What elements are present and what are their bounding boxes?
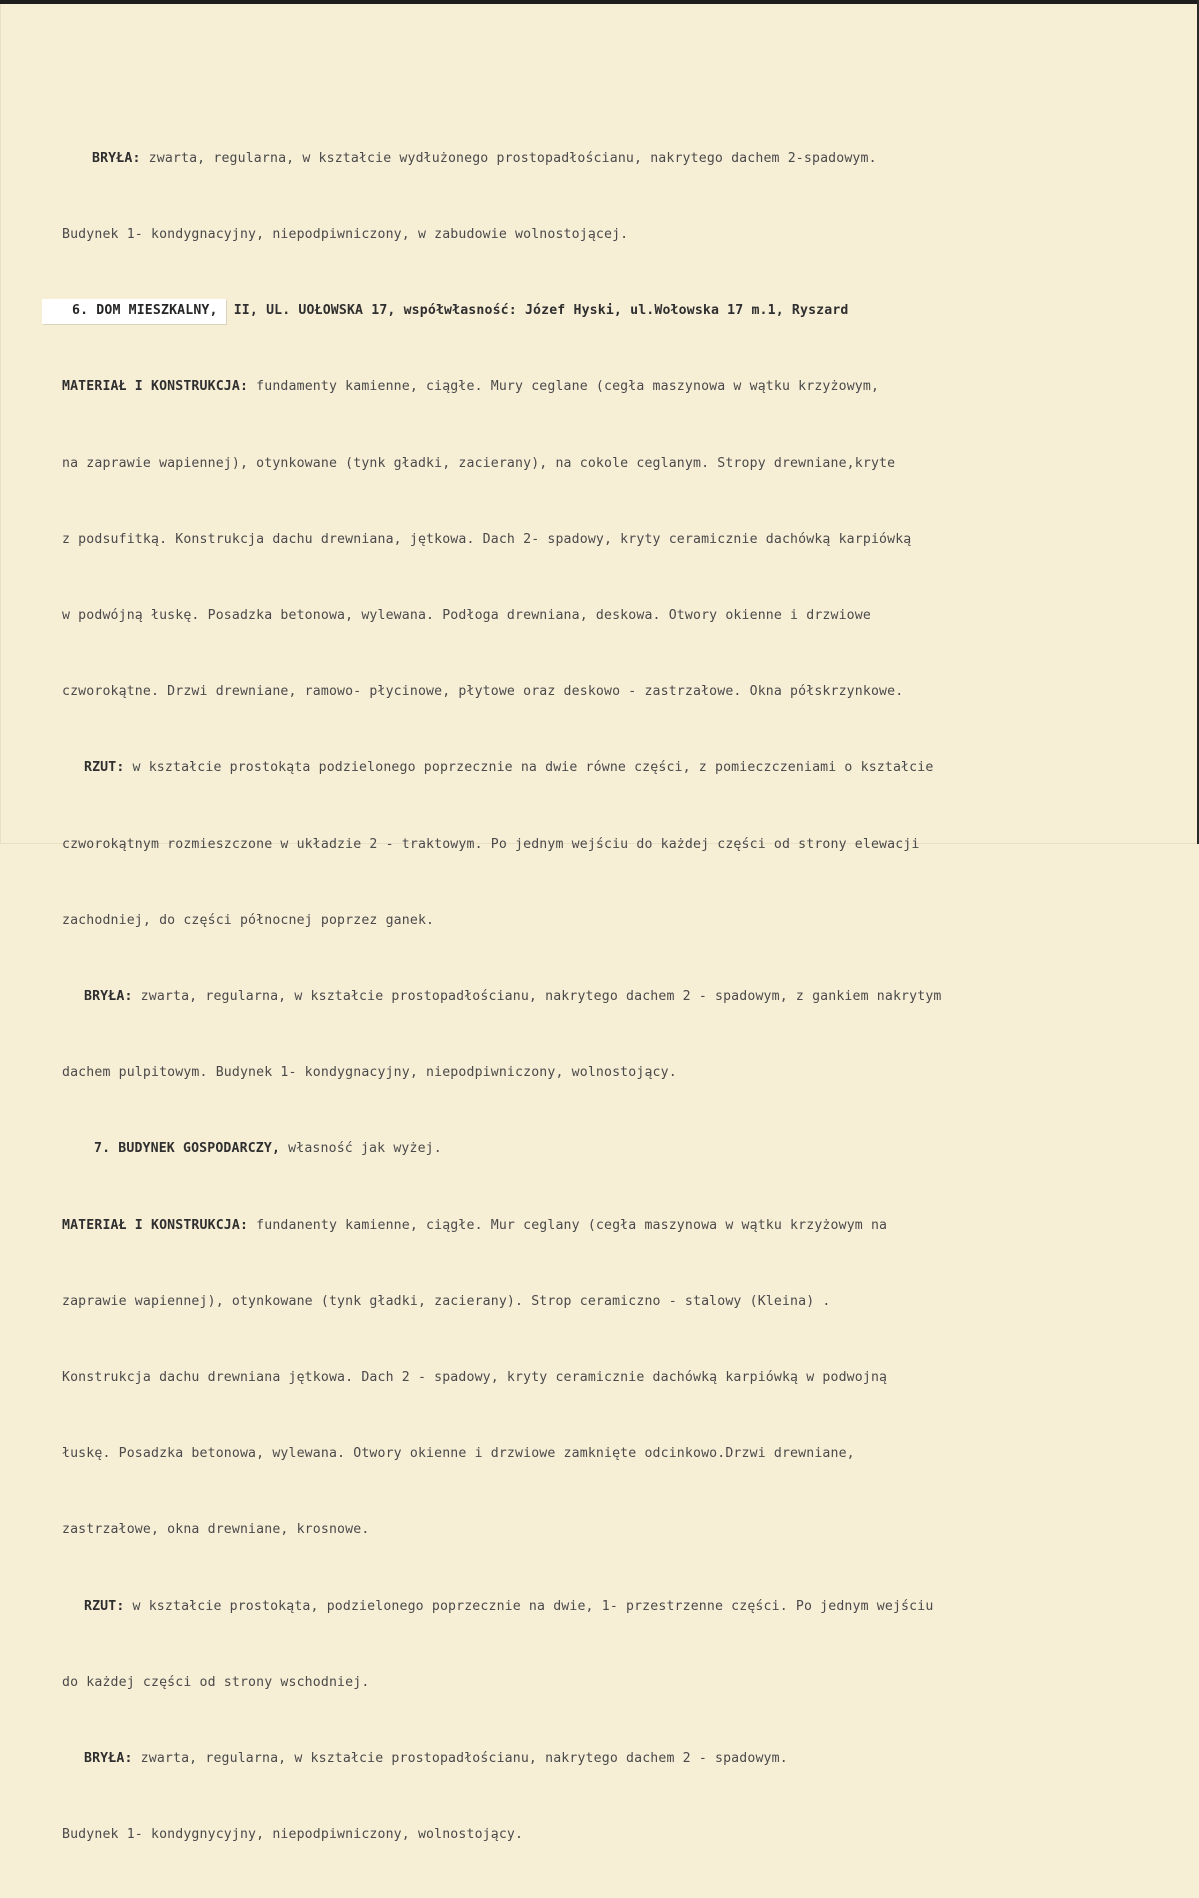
line-text: fundanenty kamienne, ciągłe. Mur ceglany (cegła maszynowa w wątku krzyżowym na (248, 1217, 888, 1233)
section-label: MATERIAŁ I KONSTRUKCJA: (62, 1217, 249, 1233)
text-line (62, 222, 1172, 247)
text-line (62, 146, 1172, 171)
text-line (62, 1441, 1172, 1466)
line-text: zwarta, regularna, w kształcie prostopadłościanu, nakrytego dachem 2 - spadowym. (132, 1751, 788, 1767)
text-line (62, 984, 1172, 1009)
section-label: BRYŁA: (84, 989, 133, 1005)
line-text: fundamenty kamienne, ciągłe. Mury ceglane (cegła maszynowa w wątku krzyżowym, (248, 379, 880, 395)
text-line (62, 1594, 1172, 1619)
text-line (62, 908, 1172, 933)
line-text: na zaprawie wapiennej), otynkowane (tynk gładki, zacierany), na cokole ceglanym. Stropy drewniane,kryte (62, 455, 896, 471)
heading-label-box: 6. DOM MIESZKALNY, (42, 299, 226, 324)
text-line (62, 679, 1172, 704)
line-text: zwarta, regularna, w kształcie prostopadłościanu, nakrytego dachem 2 - spadowym, z gankiem nakrytym (132, 989, 942, 1005)
text-line (62, 298, 1172, 323)
line-text: Budynek 1- kondygnycyjny, niepodpiwniczony, wolnostojący. (62, 1827, 524, 1843)
section-label: BRYŁA: (84, 1751, 133, 1767)
text-line (62, 832, 1172, 857)
line-text: z podsufitką. Konstrukcja dachu drewniana, jętkowa. Dach 2- spadowy, kryty ceramicznie dachówką karpiówką (62, 531, 912, 547)
text-line (62, 603, 1172, 628)
page-top-edge (0, 0, 1199, 4)
line-text: dachem pulpitowym. Budynek 1- kondygnacyjny, niepodpiwniczony, wolnostojący. (62, 1065, 677, 1081)
line-text: Konstrukcja dachu drewniana jętkowa. Dach 2 - spadowy, kryty ceramicznie dachówką karpiówką w podwojną (62, 1370, 888, 1386)
typewritten-text-block (62, 95, 1172, 1898)
line-text: II, UL. UOŁOWSKA 17, współwłasność: Józef Hyski, ul.Wołowska 17 m.1, Ryszard (225, 303, 849, 319)
text-line (62, 1517, 1172, 1542)
section-label: BRYŁA: (92, 150, 141, 166)
line-text: zwarta, regularna, w kształcie wydłużonego prostopadłościanu, nakrytego dachem 2-spadowym. (140, 150, 877, 166)
line-text: czworokątne. Drzwi drewniane, ramowo- płycinowe, płytowe oraz deskowo - zastrzałowe. Okna półskrzynkowe. (62, 684, 904, 700)
line-text: Budynek 1- kondygnacyjny, niepodpiwniczony, w zabudowie wolnostojącej. (62, 227, 629, 243)
line-text: w kształcie prostokąta podzielonego poprzecznie na dwie równe części, z pomieczczeniami o kształcie (124, 760, 934, 776)
section-label: RZUT: (84, 1598, 125, 1614)
text-line (62, 1670, 1172, 1695)
line-text: zachodniej, do części północnej poprzez ganek. (62, 912, 435, 928)
line-text: w kształcie prostokąta, podzielonego poprzecznie na dwie, 1- przestrzenne części. Po jednym wejściu (124, 1598, 934, 1614)
line-text: łuskę. Posadzka betonowa, wylewana. Otwory okienne i drzwiowe zamknięte odcinkowo.Drzwi drewniane, (62, 1446, 855, 1462)
text-line (62, 1060, 1172, 1085)
line-text: zastrzałowe, okna drewniane, krosnowe. (62, 1522, 370, 1538)
text-line (62, 527, 1172, 552)
section-label: MATERIAŁ I KONSTRUKCJA: (62, 379, 249, 395)
line-text: zaprawie wapiennej), otynkowane (tynk gładki, zacierany). Strop ceramiczno - stalowy (Kleina) . (62, 1293, 831, 1309)
text-line (62, 1136, 1172, 1161)
line-text: czworokątnym rozmieszczone w układzie 2 - traktowym. Po jednym wejściu do każdej części od strony elewacji (62, 836, 920, 852)
section-heading: 7. BUDYNEK GOSPODARCZY, (94, 1141, 281, 1157)
section-label: RZUT: (84, 760, 125, 776)
line-text: do każdej części od strony wschodniej. (62, 1674, 370, 1690)
line-text: własność jak wyżej. (280, 1141, 442, 1157)
text-line (62, 1822, 1172, 1847)
line-text: w podwójną łuskę. Posadzka betonowa, wylewana. Podłoga drewniana, deskowa. Otwory okienne i drzwiowe (62, 608, 871, 624)
text-line (62, 1289, 1172, 1314)
text-line (62, 1365, 1172, 1390)
text-line (62, 374, 1172, 399)
text-line (62, 755, 1172, 780)
text-line (62, 451, 1172, 476)
text-line (62, 1746, 1172, 1771)
text-line (62, 1213, 1172, 1238)
